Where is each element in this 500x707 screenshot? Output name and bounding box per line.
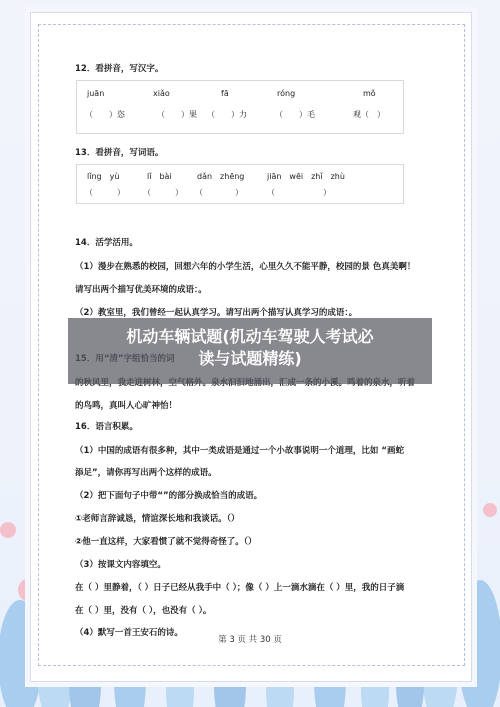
q12-blank-1[interactable]: （ ）恣 — [85, 110, 125, 119]
q12-pinyin-box — [76, 80, 404, 134]
q13-pinyin-2: lǐ bài — [147, 172, 172, 181]
q13-pinyin-4: jiān wēi zhǐ zhù — [267, 172, 345, 181]
q14-title: 14．活学活用。 — [75, 238, 138, 248]
q12-pinyin-3: fā — [221, 89, 229, 98]
q12-pinyin-4: róng — [277, 89, 296, 98]
page-footer: 第 3 页 共 30 页 — [218, 635, 282, 645]
q14-line-3: （2）教室里，我们曾经一起认真学习。请写出两个描写认真学习的成语：。 — [75, 308, 358, 318]
q13-pinyin-1: lǐng yù — [87, 172, 120, 181]
q13-pinyin-3: dǎn zhēng — [197, 172, 245, 181]
banner-title-line-1: 机动车辆试题(机动车驾驶人考试必 — [126, 327, 374, 346]
q12-blank-4[interactable]: （ ）毛 — [275, 110, 315, 119]
q16-line-7: 在（ ）里静着，（ ）日子已经从我手中（ ）；像（ ）上一滴水滴在（ ）里，我的日子滴 — [75, 583, 405, 593]
q13-pinyin-box — [76, 164, 404, 204]
q13-blank-4[interactable]: （ ） — [267, 188, 331, 197]
q16-line-2: 添足”，请你再写出两个这样的成语。 — [75, 468, 217, 478]
q12-pinyin-5: mǒ — [363, 89, 376, 98]
q16-title: 16．语言积累。 — [75, 422, 138, 432]
q12-blank-3[interactable]: （ ）力 — [207, 110, 247, 119]
q16-line-9: （4）默写一首王安石的诗。 — [75, 628, 183, 638]
q12-blank-5[interactable]: 观（ ） — [353, 110, 385, 119]
q16-line-4: ①老师言辞诚恳，情谊深长地和我谈话。（） — [75, 514, 240, 524]
q12-pinyin-2: xiǎo — [153, 89, 170, 98]
q12-blank-2[interactable]: （ ）果 — [157, 110, 197, 119]
q12-title: 12．看拼音，写汉字。 — [75, 64, 164, 74]
q13-blank-3[interactable]: （ ） — [195, 188, 243, 197]
banner-title-line-2: 读与试题精练) — [198, 349, 302, 368]
q16-line-5: ②他一直这样，大家看惯了就不觉得奇怪了。（） — [75, 537, 257, 547]
q16-line-3: （2）把下面句子中带“”的部分换成恰当的成语。 — [75, 491, 263, 501]
q16-line-8: 在（ ）里，没有（ ），也没有（ ）。 — [75, 606, 212, 616]
q13-title: 13．看拼音，写词语。 — [75, 148, 164, 158]
q13-blank-1[interactable]: （ ） — [85, 188, 125, 197]
q13-blank-2[interactable]: （ ） — [143, 188, 183, 197]
banner-title — [68, 326, 432, 370]
q12-pinyin-1: juān — [87, 89, 105, 98]
q14-line-1: （1）漫步在熟悉的校园，回想六年的小学生活，心里久久不能平静，校园的景 色真美啊！ — [75, 262, 416, 272]
q16-line-6: （3）按课文内容填空。 — [75, 560, 166, 570]
q15-line-3: 的鸟鸣，真叫人心旷神怡！ — [75, 401, 178, 411]
q14-line-2: 请写出两个描写优美环境的成语：。 — [75, 285, 207, 295]
q16-line-1: （1）中国的成语有很多种，其中一类成语是通过一个小故事说明一个道理，比如 “画蛇 — [75, 446, 404, 456]
